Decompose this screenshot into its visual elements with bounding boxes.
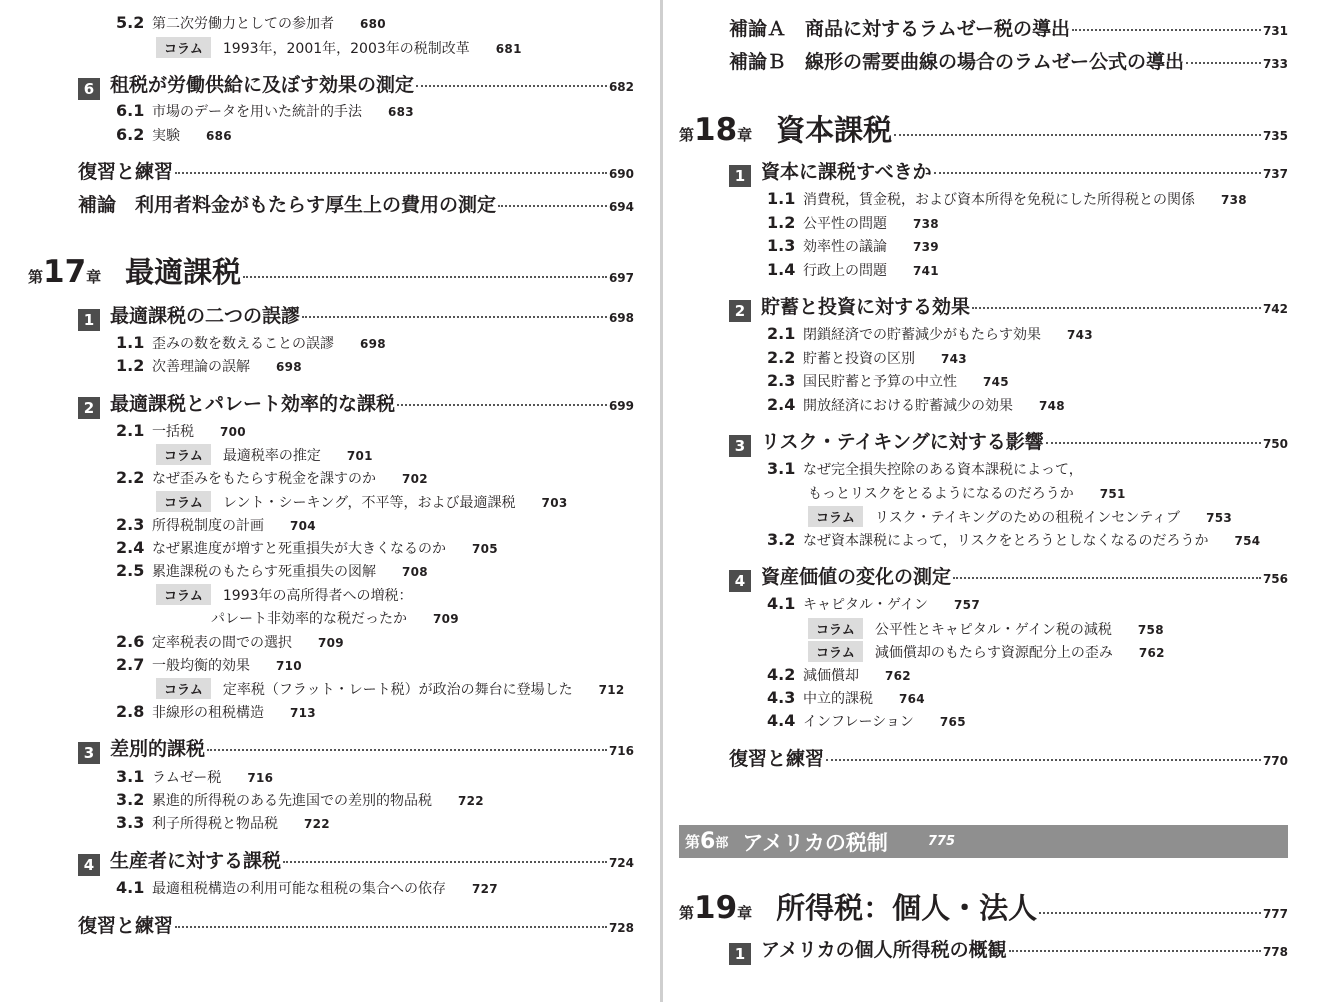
dot-leader: [243, 276, 607, 278]
left-page: [0, 0, 660, 1002]
toc-subsection[interactable]: 6.2 実験 686: [116, 125, 232, 144]
toc-section[interactable]: 1 アメリカの個人所得税の概観 778: [729, 935, 1288, 962]
toc-section[interactable]: 1 最適課税の二つの誤謬 698: [78, 301, 634, 328]
column-tag: コラム: [808, 618, 863, 639]
toc-review[interactable]: 復習と練習 770: [729, 748, 1288, 770]
toc-subsection[interactable]: 4.1 最適租税構造の利用可能な租税の集合への依存 727: [116, 878, 498, 897]
toc-appendix[interactable]: 補論 利用者料金がもたらす厚生上の費用の測定 694: [78, 194, 634, 216]
toc-subsection[interactable]: 2.1 閉鎖経済での貯蓄減少がもたらす効果 743: [767, 324, 1093, 343]
toc-review[interactable]: 復習と練習 690: [78, 161, 634, 183]
section-number-box: 1: [78, 309, 100, 331]
toc-chapter[interactable]: 第 17 章 最適課税 697: [28, 250, 634, 291]
dot-leader: [1046, 442, 1261, 444]
dot-leader: [1072, 29, 1261, 31]
toc-subsection[interactable]: 2.7 一般均衡的効果 710: [116, 655, 302, 674]
dot-leader: [934, 172, 1261, 174]
dot-leader: [175, 926, 607, 928]
toc-subsection[interactable]: 3.1 なぜ完全損失控除のある資本課税によって，: [767, 459, 1083, 478]
toc-section[interactable]: 1 資本に課税すべきか 737: [729, 157, 1288, 184]
column-entry[interactable]: コラム レント・シーキング，不平等，および最適課税 703: [156, 491, 568, 512]
dot-leader: [283, 861, 607, 863]
toc-section[interactable]: 4 資産価値の変化の測定 756: [729, 562, 1288, 589]
toc-subsection[interactable]: 1.3 効率性の議論 739: [767, 236, 939, 255]
section-number-box: 2: [78, 397, 100, 419]
column-tag: コラム: [808, 641, 863, 662]
toc-subsection[interactable]: 2.4 開放経済における貯蓄減少の効果 748: [767, 395, 1065, 414]
column-entry[interactable]: コラム リスク・テイキングのための租税インセンティブ 753: [808, 506, 1232, 527]
section-number-box: 6: [78, 78, 100, 100]
dot-leader: [972, 307, 1261, 309]
toc-subsection[interactable]: 2.2 貯蓄と投資の区別 743: [767, 348, 967, 367]
toc-subsection[interactable]: 2.1 一括税 700: [116, 421, 246, 440]
right-page: [663, 0, 1322, 1002]
dot-leader: [397, 404, 607, 406]
toc-appendix[interactable]: 補論Ｂ 線形の需要曲線の場合のラムゼー公式の導出 733: [729, 51, 1288, 73]
column-entry[interactable]: コラム 定率税（フラット・レート税）が政治の舞台に登場した 712: [156, 678, 625, 699]
toc-chapter[interactable]: 第 18 章 資本課税 735: [679, 108, 1288, 149]
toc-subsection[interactable]: 2.3 所得税制度の計画 704: [116, 515, 316, 534]
dot-leader: [207, 749, 607, 751]
toc-subsection[interactable]: 2.3 国民貯蓄と予算の中立性 745: [767, 371, 1009, 390]
dot-leader: [175, 172, 607, 174]
dot-leader: [1186, 62, 1261, 64]
toc-subsection[interactable]: 1.2 公平性の問題 738: [767, 213, 939, 232]
section-number-box: 2: [729, 300, 751, 322]
toc-subsection-continued[interactable]: もっとリスクをとるようになるのだろうか 751: [808, 486, 1126, 502]
toc-review[interactable]: 復習と練習 728: [78, 915, 634, 937]
toc-subsection[interactable]: 4.3 中立的課税 764: [767, 688, 925, 707]
toc-subsection[interactable]: 1.2 次善理論の誤解 698: [116, 356, 302, 375]
toc-subsection[interactable]: 3.3 利子所得税と物品税 722: [116, 813, 330, 832]
chapter-title: 資本課税: [776, 113, 893, 147]
dot-leader: [894, 134, 1261, 136]
dot-leader: [826, 759, 1261, 761]
column-tag: コラム: [156, 491, 211, 512]
toc-subsection[interactable]: 2.2 なぜ歪みをもたらす税金を課すのか 702: [116, 468, 428, 487]
toc-subsection[interactable]: 3.2 なぜ資本課税によって，リスクをとろうとしなくなるのだろうか 754: [767, 530, 1261, 549]
section-number-box: 1: [729, 165, 751, 187]
toc-section[interactable]: 2 貯蓄と投資に対する効果 742: [729, 292, 1288, 319]
section-number-box: 3: [729, 435, 751, 457]
section-number-box: 4: [729, 570, 751, 592]
toc-subsection[interactable]: 2.8 非線形の租税構造 713: [116, 702, 316, 721]
column-entry[interactable]: コラム 最適税率の推定 701: [156, 444, 373, 465]
toc-subsection[interactable]: 3.1 ラムゼー税 716: [116, 767, 274, 786]
column-tag: コラム: [156, 37, 211, 58]
column-entry[interactable]: コラム 1993年，2001年，2003年の税制改革 681: [156, 37, 522, 58]
column-tag: コラム: [156, 678, 211, 699]
toc-subsection[interactable]: 4.4 インフレーション 765: [767, 711, 966, 730]
toc-section[interactable]: 6 租税が労働供給に及ぼす効果の測定 682: [78, 70, 634, 97]
toc-subsection[interactable]: 4.1 キャピタル・ゲイン 757: [767, 594, 980, 613]
part-heading[interactable]: 第 6 部 アメリカの税制 775: [679, 825, 1288, 858]
column-tag: コラム: [808, 506, 863, 527]
section-number-box: 4: [78, 854, 100, 876]
toc-subsection[interactable]: 2.5 累進課税のもたらす死重損失の図解 708: [116, 561, 428, 580]
toc-subsection[interactable]: 1.1 消費税，賃金税，および資本所得を免税にした所得税との関係 738: [767, 189, 1247, 208]
chapter-title: 最適課税: [125, 255, 242, 289]
part-title: アメリカの税制: [742, 830, 888, 855]
dot-leader: [953, 577, 1261, 579]
toc-section[interactable]: 2 最適課税とパレート効率的な課税 699: [78, 389, 634, 416]
dot-leader: [1009, 950, 1261, 952]
toc-section[interactable]: 4 生産者に対する課税 724: [78, 846, 634, 873]
toc-subsection[interactable]: 1.4 行政上の問題 741: [767, 260, 939, 279]
column-tag: コラム: [156, 584, 211, 605]
toc-section[interactable]: 3 リスク・テイキングに対する影響 750: [729, 427, 1288, 454]
toc-subsection[interactable]: 1.1 歪みの数を数えることの誤謬 698: [116, 333, 386, 352]
column-entry-continued[interactable]: パレート非効率的な税だったか 709: [211, 611, 459, 627]
toc-subsection[interactable]: 2.4 なぜ累進度が増すと死重損失が大きくなるのか 705: [116, 538, 498, 557]
toc-subsection[interactable]: 5.2 第二次労働力としての参加者 680: [116, 13, 386, 32]
toc-subsection[interactable]: 2.6 定率税表の間での選択 709: [116, 632, 344, 651]
dot-leader: [1039, 912, 1261, 914]
section-number-box: 3: [78, 742, 100, 764]
toc-subsection[interactable]: 4.2 減価償却 762: [767, 665, 911, 684]
toc-chapter[interactable]: 第 19 章 所得税：個人・法人 777: [679, 886, 1288, 927]
dot-leader: [302, 316, 607, 318]
column-entry[interactable]: コラム 1993年の高所得者への増税：: [156, 584, 413, 605]
dot-leader: [416, 85, 607, 87]
section-number-box: 1: [729, 943, 751, 965]
dot-leader: [498, 205, 607, 207]
toc-subsection[interactable]: 3.2 累進的所得税のある先進国での差別的物品税 722: [116, 790, 484, 809]
toc-appendix[interactable]: 補論Ａ 商品に対するラムゼー税の導出 731: [729, 18, 1288, 40]
column-entry[interactable]: コラム 減価償却のもたらす資源配分上の歪み 762: [808, 641, 1165, 662]
toc-section[interactable]: 3 差別的課税 716: [78, 734, 634, 761]
column-entry[interactable]: コラム 公平性とキャピタル・ゲイン税の減税 758: [808, 618, 1164, 639]
toc-subsection[interactable]: 6.1 市場のデータを用いた統計的手法 683: [116, 101, 414, 120]
chapter-title: 所得税：個人・法人: [776, 891, 1038, 925]
column-tag: コラム: [156, 444, 211, 465]
